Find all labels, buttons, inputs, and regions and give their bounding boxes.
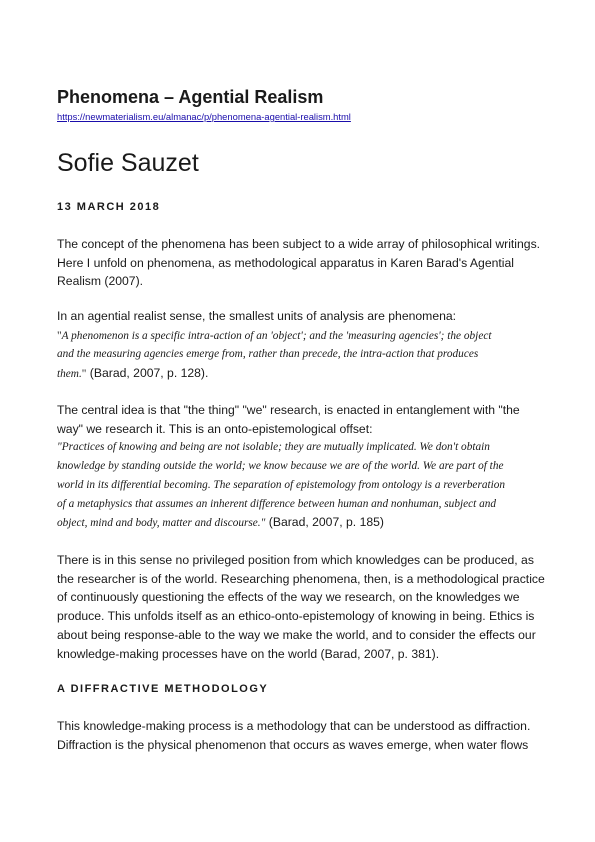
quote-mark: " bbox=[81, 368, 87, 381]
text-line: Diffraction is the physical phenomenon that occurs as waves emerge, when water flows bbox=[57, 737, 529, 752]
publish-date: 13 MARCH 2018 bbox=[57, 201, 161, 213]
text-line: This knowledge-making process is a methodology that can be understood as diffraction. bbox=[57, 719, 531, 733]
text-line: Here I unfold on phenomena, as methodological apparatus in Karen Barad's Agential bbox=[57, 255, 514, 270]
text-line: way" we research it. This is an onto-epistemological offset: bbox=[57, 421, 373, 436]
quote-text: A phenomenon is a specific intra-action of an 'object'; and the 'measuring agencies'; the object bbox=[61, 329, 492, 342]
text-line: The concept of the phenomena has been subject to a wide array of philosophical writings. bbox=[57, 237, 541, 251]
quote-line: knowledge by standing outside the world; we know because we are of the world. We are part of the bbox=[57, 460, 504, 473]
text-line: about being response-able to the way we make the world, and to consider the effects our bbox=[57, 627, 536, 642]
quote-line: of a metaphysics that assumes an inherent difference between human and nonhuman, subject and bbox=[57, 497, 497, 510]
quote-line: and the measuring agencies emerge from, rather than precede, the intra-action that produces bbox=[57, 348, 479, 361]
section-heading: A DIFFRACTIVE METHODOLOGY bbox=[57, 683, 269, 695]
quote-line: "Practices of knowing and being are not isolable; they are mutually implicated. We don't obtain bbox=[57, 441, 490, 454]
paragraph-central-idea bbox=[57, 401, 545, 533]
article-url-link[interactable]: https://newmaterialism.eu/almanac/p/phenomena-agential-realism.html bbox=[57, 111, 351, 122]
quote-line bbox=[57, 326, 545, 346]
quote-line bbox=[57, 364, 545, 384]
text-line: produce. This unfolds itself as an ethico-onto-epistemology of knowing in being. Ethics is bbox=[57, 609, 535, 624]
citation: (Barad, 2007, p. 128). bbox=[86, 366, 209, 381]
author-name: Sofie Sauzet bbox=[57, 149, 199, 177]
text-line: of continuously questioning the effects of the way we research, on the knowledges we bbox=[57, 590, 520, 605]
paragraph-intro bbox=[57, 235, 545, 291]
text-line: The central idea is that "the thing" "we" research, is enacted in entanglement with "the bbox=[57, 403, 520, 417]
text-line: knowledge-making processes have on the world (Barad, 2007, p. 381). bbox=[57, 646, 440, 661]
quote-text: object, mind and body, matter and discourse." bbox=[57, 517, 266, 530]
quote-mark: " bbox=[57, 329, 62, 342]
quote-line bbox=[57, 513, 545, 533]
paragraph-diffraction bbox=[57, 717, 545, 754]
article-title: Phenomena – Agential Realism bbox=[57, 87, 324, 107]
text-line: Realism (2007). bbox=[57, 274, 144, 289]
text-line: the researcher is of the world. Researching phenomena, then, is a methodological practice bbox=[57, 571, 545, 586]
text-line: In an agential realist sense, the smallest units of analysis are phenomena: bbox=[57, 309, 457, 323]
quote-text: them. bbox=[57, 368, 82, 381]
citation: (Barad, 2007, p. 185) bbox=[265, 515, 384, 530]
paragraph-phenomena bbox=[57, 307, 545, 384]
paragraph-privileged-position bbox=[57, 551, 545, 663]
text-line: There is in this sense no privileged position from which knowledges can be produced, as bbox=[57, 553, 534, 567]
quote-line: world in its differential becoming. The separation of epistemology from ontology is a reverberation bbox=[57, 478, 506, 491]
